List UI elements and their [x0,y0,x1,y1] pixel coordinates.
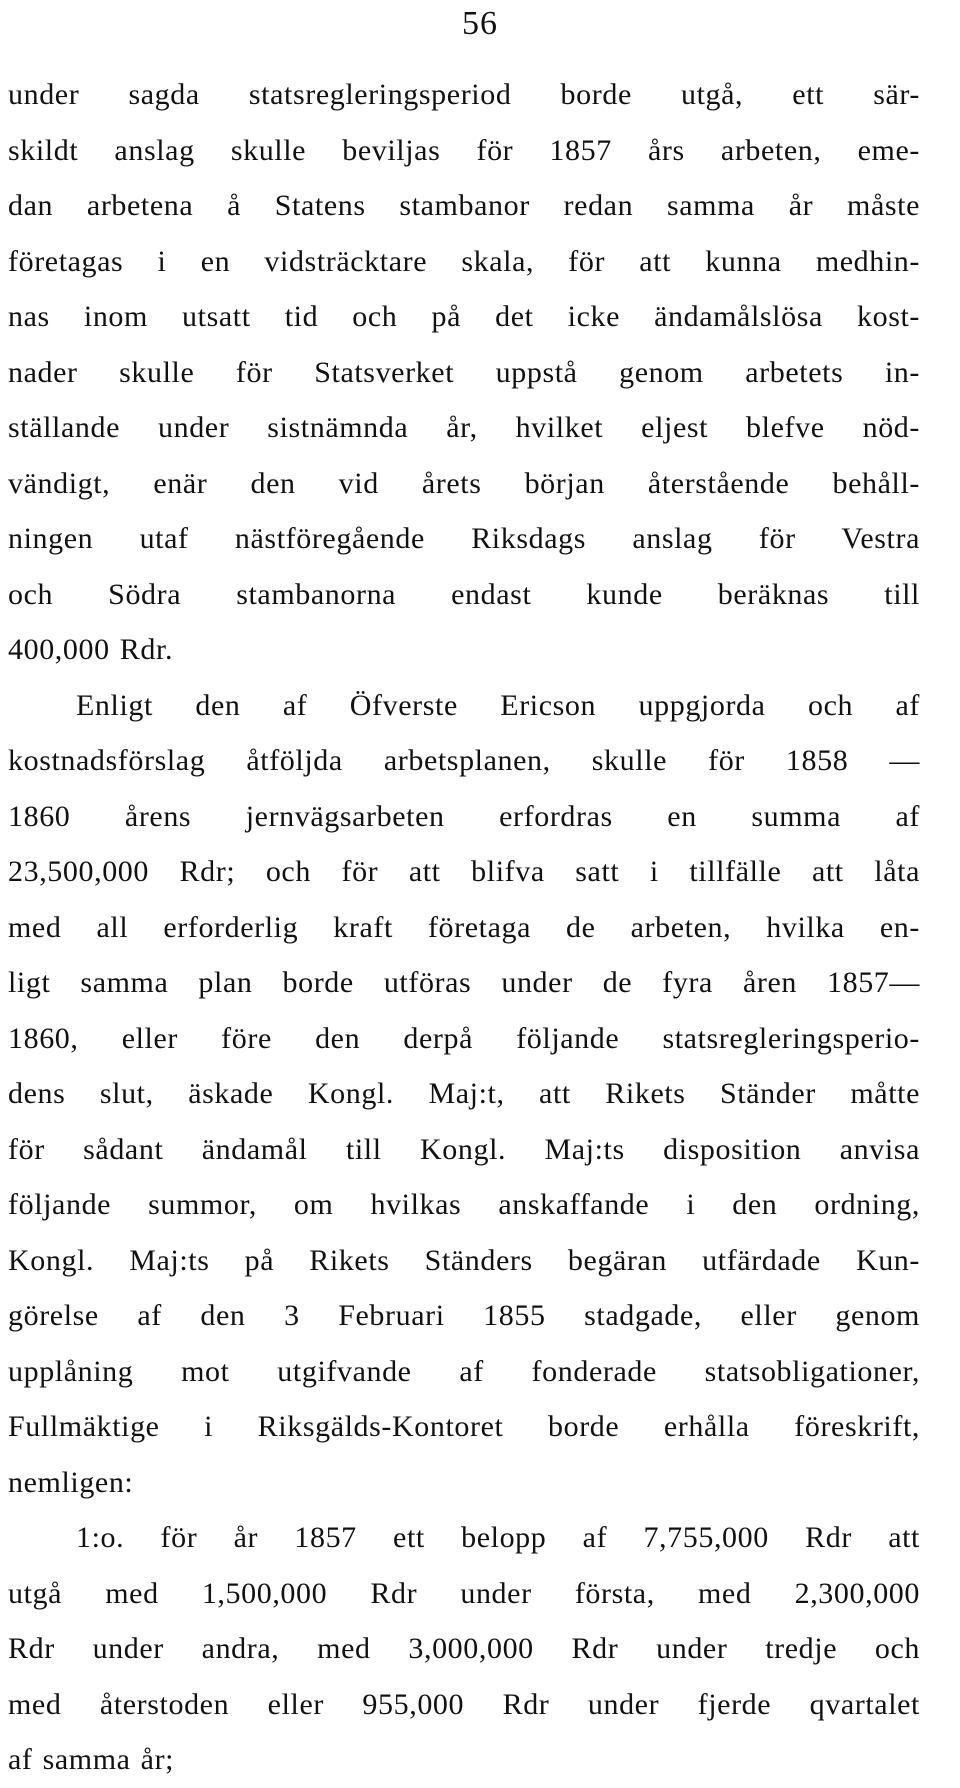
text-line: följande summor, om hvilkas anskaffande i den ordning, [8,1188,920,1221]
text-line: Rdr under andra, med 3,000,000 Rdr under tredje och [8,1632,920,1665]
page-number: 56 [462,5,498,42]
text-line: 23,500,000 Rdr; och för att blifva satt i tillfälle att låta [8,855,920,888]
text-line: för sådant ändamål till Kongl. Maj:ts disposition anvisa [8,1132,920,1166]
text-line: 1860 årens jernvägsarbeten erfordras en summa af [8,799,920,833]
text-line: kostnadsförslag åtföljda arbetsplanen, skulle för 1858 — [8,744,920,777]
text-line: nemligen: [8,1465,134,1499]
text-line: dan arbetena å Statens stambanor redan samma år måste [8,189,920,222]
text-line: 400,000 Rdr. [8,633,174,666]
text-line: skildt anslag skulle beviljas för 1857 års arbeten, eme- [8,133,920,167]
text-line: Kongl. Maj:ts på Rikets Ständers begäran utfärdade Kun- [8,1243,920,1277]
text-line: vändigt, enär den vid årets början återstående behåll- [8,466,920,500]
text-line: af samma år; [8,1743,175,1776]
text-line: ningen utaf nästföregående Riksdags anslag för Vestra [8,522,920,555]
text-line: med återstoden eller 955,000 Rdr under fjerde qvartalet [8,1687,920,1721]
text-line: och Södra stambanorna endast kunde beräknas till [8,577,920,611]
text-line: Fullmäktige i Riksgälds-Kontoret borde erhålla föreskrift, [8,1410,920,1443]
text-line: 1860, eller före den derpå följande statsregleringsperio- [8,1021,920,1055]
text-line: görelse af den 3 Februari 1855 stadgade, eller genom [8,1299,920,1332]
text-line: utgå med 1,500,000 Rdr under första, med 2,300,000 [8,1576,920,1610]
text-line: företagas i en vidsträcktare skala, för att kunna medhin- [8,244,920,278]
text-line: 1:o. för år 1857 ett belopp af 7,755,000 Rdr att [76,1521,920,1554]
text-line: ställande under sistnämnda år, hvilket eljest blefve nöd- [8,411,920,444]
text-line: nas inom utsatt tid och på det icke ändamålslösa kost- [8,300,920,333]
text-line: med all erforderlig kraft företaga de arbeten, hvilka en- [8,910,920,944]
body-text [8,67,920,1788]
text-line: nader skulle för Statsverket uppstå genom arbetets in- [8,355,920,389]
text-line: Enligt den af Öfverste Ericson uppgjorda och af [76,688,920,722]
text-line: dens slut, äskade Kongl. Maj:t, att Rikets Ständer måtte [8,1077,920,1110]
text-line: under sagda statsregleringsperiod borde utgå, ett sär- [8,78,920,111]
text-line: ligt samma plan borde utföras under de fyra åren 1857— [8,966,920,999]
text-line: upplåning mot utgifvande af fonderade statsobligationer, [8,1354,920,1388]
